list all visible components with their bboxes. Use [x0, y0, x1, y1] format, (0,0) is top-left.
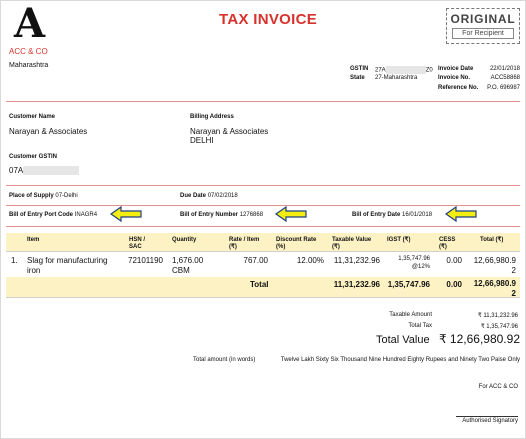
- row-igst-rate: @12%: [411, 264, 430, 270]
- row-igst-value: 1,35,747.96: [398, 256, 430, 262]
- boe-date-value: 16/01/2018: [402, 212, 433, 218]
- invoice-date-value: 22/01/2018: [489, 66, 520, 72]
- amount-in-words-label: Total amount (in words): [193, 357, 256, 363]
- row-total: [470, 256, 516, 276]
- state-label: State: [350, 75, 365, 81]
- arrow-left-icon: [445, 206, 477, 222]
- row-item-line1: Slag for manufacturing: [27, 256, 108, 265]
- state-value: 27-Maharashtra: [375, 75, 418, 81]
- totals-label: Total: [250, 280, 269, 289]
- row-qty-line2: CBM: [172, 266, 190, 275]
- row-total-line1: 12,66,980.9: [473, 256, 516, 265]
- col-rate: [229, 237, 259, 251]
- customer-gstin-value: [9, 166, 79, 175]
- reference-label: Reference No.: [438, 85, 479, 91]
- col-hsn-line2: SAC: [129, 244, 142, 250]
- divider: [6, 185, 520, 186]
- boe-date-label: Bill of Entry Date: [352, 212, 401, 218]
- port-label: Bill of Entry Port Code: [9, 212, 74, 218]
- totals-taxable: 11,31,232.96: [333, 280, 380, 289]
- totals-cess: 0.00: [446, 280, 462, 289]
- due-label: Due Date: [180, 193, 207, 199]
- number-value: 1276868: [239, 212, 264, 218]
- authorised-signatory: Authorised Signatory: [462, 418, 518, 424]
- billing-line-2: DELHI: [190, 136, 214, 145]
- total-value-label: Total Value: [376, 334, 430, 346]
- col-taxable: [332, 237, 371, 251]
- row-discount: 12.00%: [296, 256, 324, 265]
- col-rate-line1: Rate / Item: [229, 237, 260, 243]
- stamp-main: ORIGINAL: [450, 12, 516, 26]
- table-divider: [6, 297, 520, 298]
- row-sno: 1.: [11, 256, 18, 265]
- customer-gstin-start: 07A: [9, 166, 24, 175]
- totals-total-line1: 12,66,980.9: [473, 279, 516, 288]
- row-quantity: [172, 256, 203, 276]
- customer-gstin-label: Customer GSTIN: [9, 154, 58, 160]
- row-total-line2: 2: [511, 266, 516, 275]
- page-title: TAX INVOICE: [219, 11, 318, 28]
- row-item: [27, 256, 108, 276]
- billing-line-1: Narayan & Associates: [190, 127, 269, 136]
- signature-line: [456, 416, 518, 417]
- original-stamp: [446, 8, 520, 44]
- row-taxable: 11,31,232.96: [333, 256, 380, 265]
- col-hsn-line1: HSN /: [129, 237, 146, 243]
- col-discount-line2: (%): [276, 244, 286, 250]
- invoice-no-label: Invoice No.: [438, 75, 471, 81]
- col-hsn: [129, 237, 145, 251]
- divider: [6, 101, 520, 102]
- place-value: 07-Delhi: [55, 193, 78, 199]
- table-divider: [6, 251, 520, 252]
- customer-name-label: Customer Name: [9, 114, 56, 120]
- totals-total-line2: 2: [511, 289, 516, 298]
- stamp-sub: For Recipient: [452, 28, 514, 39]
- col-rate-line2: (₹): [229, 244, 237, 250]
- reference-value: P.O. 696987: [487, 85, 520, 91]
- col-quantity: Quantity: [172, 237, 197, 243]
- gstin-redaction: [386, 66, 426, 74]
- row-igst: [386, 255, 430, 271]
- taxable-amount-value: ₹ 11,31,232.96: [477, 313, 518, 319]
- due-date: [180, 193, 238, 199]
- col-discount-line1: Discount Rate: [276, 237, 317, 243]
- bill-of-entry-port: [9, 212, 97, 218]
- row-rate: 767.00: [243, 256, 268, 265]
- invoice-date-label: Invoice Date: [438, 66, 474, 72]
- col-total: Total (₹): [480, 237, 504, 243]
- col-igst: IGST (₹): [387, 237, 411, 243]
- number-label: Bill of Entry Number: [180, 212, 239, 218]
- total-value-amount: ₹ 12,66,980.92: [438, 332, 520, 346]
- col-cess-line1: CESS: [439, 237, 456, 243]
- col-cess-line2: (₹): [439, 244, 447, 250]
- total-tax-label: Total Tax: [408, 323, 432, 329]
- bill-of-entry-date: [352, 212, 432, 218]
- invoice-no-value: ACC58868: [490, 75, 520, 81]
- col-discount: [276, 237, 316, 251]
- amount-in-words-value: Twelve Lakh Sixty Six Thousand Nine Hundred Eighty Rupees and Ninety Two Paise Only: [280, 357, 520, 363]
- totals-total: [470, 279, 516, 299]
- customer-name-value: Narayan & Associates: [9, 127, 88, 136]
- due-value: 07/02/2018: [207, 193, 238, 199]
- row-hsn: 72101190: [128, 256, 163, 265]
- company-name: ACC & CO: [9, 47, 48, 56]
- col-item: Item: [27, 237, 40, 243]
- port-value: INAGR4: [74, 212, 98, 218]
- divider: [6, 226, 520, 227]
- company-state: Maharashtra: [9, 62, 49, 69]
- company-logo: A: [14, 0, 46, 47]
- gstin-value: [375, 66, 433, 74]
- taxable-amount-label: Taxable Amount: [389, 312, 432, 318]
- col-cess: [439, 237, 455, 251]
- gstin-label: GSTIN: [350, 66, 369, 72]
- place-of-supply: [9, 193, 78, 199]
- row-qty-line1: 1,676.00: [172, 256, 204, 265]
- for-company: For ACC & CO: [478, 384, 518, 390]
- col-taxable-line2: (₹): [332, 244, 340, 250]
- row-item-line2: iron: [27, 266, 41, 275]
- totals-igst: 1,35,747.96: [387, 280, 430, 289]
- divider: [6, 205, 520, 206]
- place-label: Place of Supply: [9, 193, 54, 199]
- bill-of-entry-number: [180, 212, 263, 218]
- gstin-end: Z0: [425, 67, 433, 74]
- col-taxable-line1: Taxable Value: [332, 237, 372, 243]
- total-tax-value: ₹ 1,35,747.96: [480, 324, 518, 330]
- customer-gstin-redaction: [23, 166, 79, 175]
- arrow-left-icon: [110, 206, 142, 222]
- arrow-left-icon: [275, 206, 307, 222]
- gstin-start: 27A: [375, 67, 386, 74]
- billing-address-label: Billing Address: [190, 114, 234, 120]
- row-cess: 0.00: [446, 256, 462, 265]
